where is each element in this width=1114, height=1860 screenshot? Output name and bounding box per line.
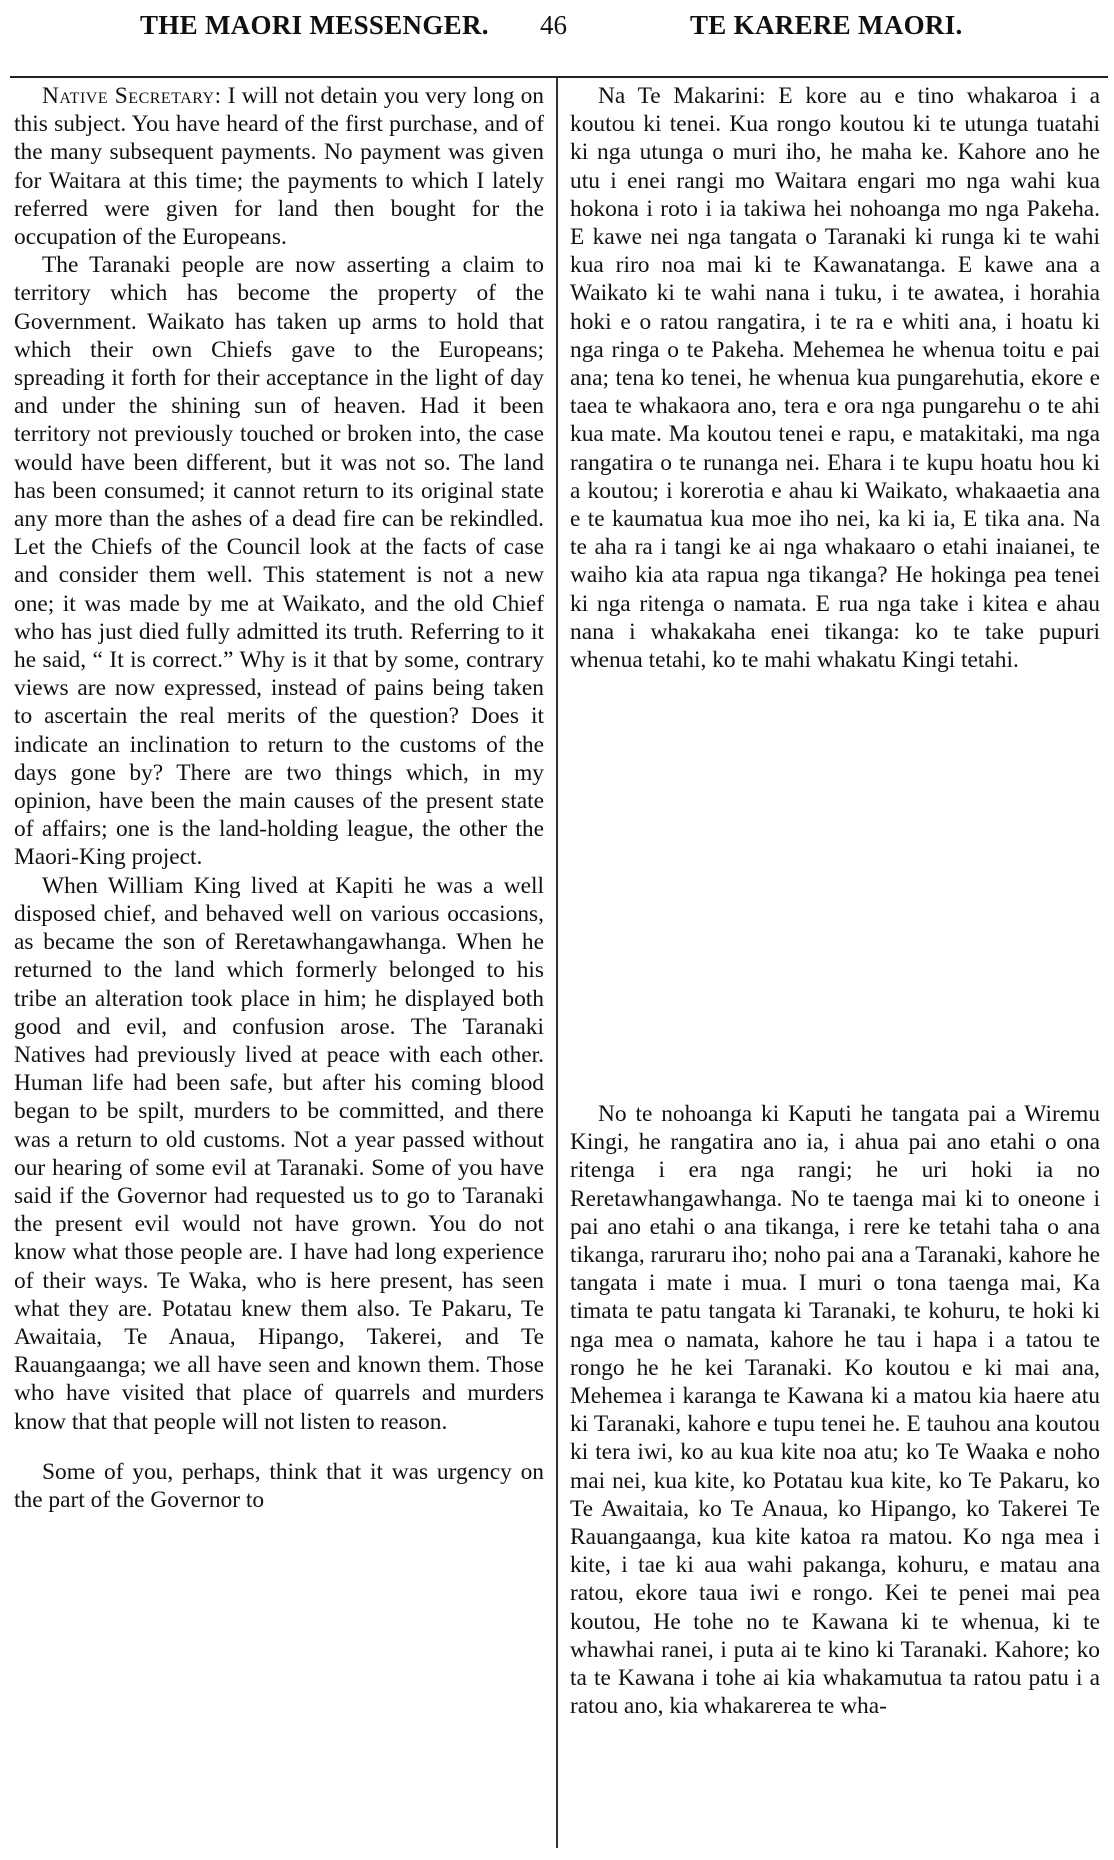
maori-column-lower [570, 1100, 1100, 1720]
maori-column-upper [570, 82, 1100, 674]
speaker-label: Native Secretary: [42, 83, 222, 109]
page-header [0, 6, 1114, 46]
maori-paragraph-1: Na Te Makarini: E kore au e tino whakaroa i a koutou ki tenei. Kua rongo koutou ki te utunga tuatahi ki nga utunga o muri iho, he maha ke. Kahore ano he utu i enei rangi mo Waitara engari mo nga wahi kua hokona i roto i ia takiwa hei nohoanga mo nga Pakeha. E kawe nei nga tangata o Taranaki ki runga ki te wahi kua riro noa mai ki te Kawanatanga. E kawe ana a Waikato ki te wahi nana i tuku, i te awatea, i horahia hoki e o ratou rangatira, i te ra e whiti ana, i hoatu ki nga ringa o te Pakeha. Mehemea he whenua toitu e pai ana; tena ko tenei, he whenua kua pungarehutia, ekore e taea te whakaora ano, tera e ora nga pungarehu o te ahi kua mate. Ma koutou tenei e rapu, e matakitaki, ma nga rangatira o te runanga nei. Ehara i te kupu hoatu hou ki a koutou; i korerotia e ahau ki Waikato, whakaaetia ana e te kaumatua kua moe iho nei, ka ki ia, E tika ana. Na te aha ra i tangi ke ai nga whakaaro o etahi inaianei, te waiho kia ata rapua nga tikanga? He hokinga pea tenei ki nga ritenga o namata. E rua nga take i kitea e ahau nana i whakakaha enei tikanga: ko te take pupuri whenua tetahi, ko te mahi whakatu Kingi tetahi. [570, 83, 1100, 674]
english-paragraph-2: The Taranaki people are now asserting a claim to territory which has become the property of the Government. Waikato has taken up arms to hold that which their own Chiefs gave to the Europeans; spreading it forth for their acceptance in the light of day and under the shining sun of heaven. Had it been territory not previously touched or broken into, the case would have been different, but it was not so. The land has been consumed; it cannot return to its original state any more than the ashes of a dead fire can be rekindled. Let the Chiefs of the Council look at the facts of case and consider them well. This statement is not a new one; it was made by me at Waikato, and the old Chief who has just died fully admitted its truth. Referring to it he said, “ It is correct.” Why is it that by some, contrary views are now expressed, instead of pains being taken to ascertain the real merits of the question? Does it indicate an inclination to return to the customs of the days gone by? There are two things which, in my opinion, have been the main causes of the present state of affairs; one is the land-holding league, the other the Maori-King project. [14, 252, 544, 871]
english-paragraph-4: Some of you, perhaps, think that it was urgency on the part of the Governor to [14, 1458, 544, 1513]
maori-title: TE KARERE MAORI. [690, 10, 963, 40]
column-divider [556, 78, 558, 1848]
maori-paragraph-2: No te nohoanga ki Kaputi he tangata pai a Wiremu Kingi, he rangatira ano ia, i ahua pai ano etahi o ona ritenga i era nga rangi; he uri hoki ia no Reretawhangawhanga. No te taenga mai ki to oneone i pai ano etahi o ana tikanga, i rere ke tetahi taha o ana tikanga, raruraru iho; noho pai ana a Taranaki, kahore he tangata i mate i mua. I muri o tona taenga mai, Ka timata te patu tangata ki Taranaki, te kohuru, te hoki ki nga mea o namata, kahore he tau i hapa i a tatou te rongo he he kei Taranaki. Ko koutou e ki mai ana, Mehemea i karanga te Kawana ki a matou kia haere atu ki Taranaki, kahore e tupu tenei he. E tauhou ana koutou ki tera iwi, ko au kua kite noa atu; ko Te Waaka e noho mai nei, kua kite, ko Potatau kua kite, ko Te Pakaru, ko Te Awaitaia, ko Te Anaua, ko Hipango, ko Takerei Te Rauangaanga, kua kite katoa ra matou. Ko nga mea i kite, i tae ki aua wahi pakanga, kohuru, e matau ana ratou, ekore taua iwi e rongo. Kei te penei mai pea koutou, He tohe no te Kawana ki te whenua, ki te whawhai ranei, i puta ai te kino ki Taranaki. Kahore; ko ta te Kawana i tohe ai kia whakamutua ta ratou patu i a ratou ano, kia whakarerea te wha- [570, 1101, 1100, 1720]
header-rule [10, 76, 1108, 78]
page-number: 46 [540, 10, 567, 40]
english-paragraph-1: Native Secretary: I will not detain you very long on this subject. You have heard of the first purchase, and of the many subsequent payments. No payment was given for Waitara at this time; the payments to which I lately referred were given for land then bought for the occupation of the Europeans. [14, 83, 544, 251]
english-paragraph-3: When William King lived at Kapiti he was a well disposed chief, and behaved well on various occasions, as became the son of Reretawhangawhanga. When he returned to the land which formerly belonged to his tribe an alteration took place in him; he displayed both good and evil, and confusion arose. The Taranaki Natives had previously lived at peace with each other. Human life had been safe, but after his coming blood began to be spilt, murders to be committed, and there was a return to old customs. Not a year passed without our hearing of some evil at Taranaki. Some of you have said if the Governor had requested us to go to Taranaki the present evil would not have grown. You do not know what those people are. I have had long experience of their ways. Te Waka, who is here present, has seen what they are. Potatau knew them also. Te Pakaru, Te Awaitaia, Te Anaua, Hipango, Takerei, and Te Rauangaanga; we all have seen and known them. Those who have visited that place of quarrels and murders know that that people will not listen to reason. [14, 872, 544, 1435]
english-title: THE MAORI MESSENGER. [140, 10, 489, 40]
english-column [14, 82, 544, 1514]
